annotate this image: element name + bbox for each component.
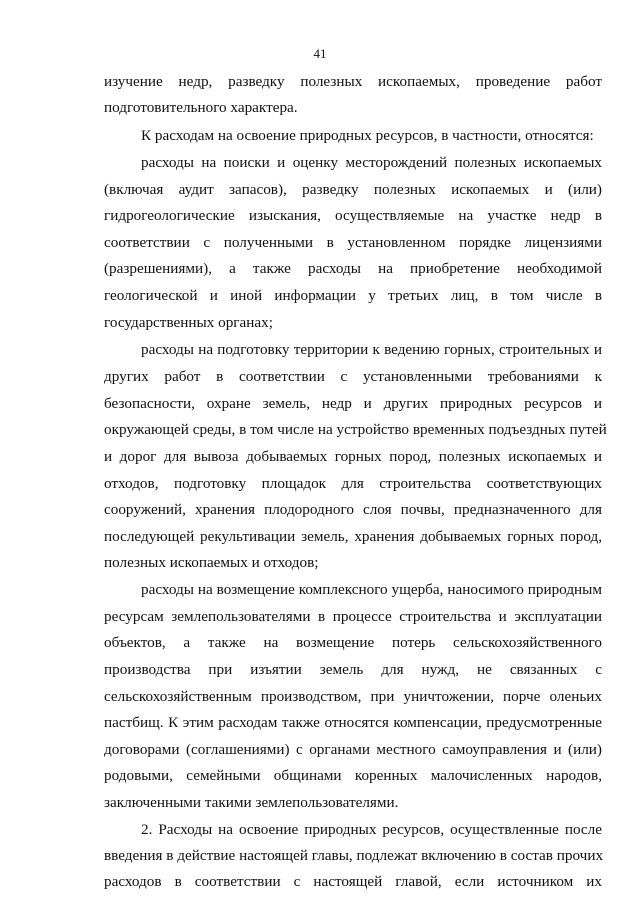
text-line: соответствии с полученными в установленном порядке лицензиями xyxy=(104,234,602,251)
text-line: полезных ископаемых и отходов; xyxy=(104,554,319,571)
text-line: безопасности, охране земель, недр и других природных ресурсов и xyxy=(104,395,602,412)
text-line: окружающей среды, в том числе на устройство временных подъездных путей xyxy=(104,421,607,438)
text-line: сооружений, хранения плодородного слоя почвы, предназначенного для xyxy=(104,501,602,518)
text-line: изучение недр, разведку полезных ископаемых, проведение работ xyxy=(104,73,602,90)
text-line: расходы на возмещение комплексного ущерба, наносимого природным xyxy=(141,581,602,598)
text-line: подготовительного характера. xyxy=(104,99,298,116)
text-line: введения в действие настоящей главы, подлежат включению в состав прочих xyxy=(104,847,604,864)
text-line: отходов, подготовку площадок для строительства соответствующих xyxy=(104,475,602,492)
text-line: государственных органах; xyxy=(104,314,273,331)
text-line: гидрогеологические изыскания, осуществляемые на участке недр в xyxy=(104,207,602,224)
text-line: объектов, а также на возмещение потерь сельскохозяйственного xyxy=(104,634,602,651)
text-line: геологической и иной информации у третьих лиц, в том числе в xyxy=(104,287,602,304)
text-line: (разрешениями), а также расходы на приобретение необходимой xyxy=(104,260,602,277)
text-line: и дорог для вывоза добываемых горных пород, полезных ископаемых и xyxy=(104,448,602,465)
text-line: последующей рекультивации земель, хранения добываемых горных пород, xyxy=(104,528,602,545)
text-line: расходы на подготовку территории к ведению горных, строительных и xyxy=(141,341,602,358)
text-line: (включая аудит запасов), разведку полезных ископаемых и (или) xyxy=(104,181,602,198)
text-line: расходов в соответствии с настоящей главой, если источником их xyxy=(104,873,602,890)
text-line: 2. Расходы на освоение природных ресурсов, осуществленные после xyxy=(141,821,602,838)
text-line: пастбищ. К этим расходам также относятся компенсации, предусмотренные xyxy=(104,714,602,731)
text-line: производства при изъятии земель для нужд, не связанных с xyxy=(104,661,602,678)
text-line: расходы на поиски и оценку месторождений полезных ископаемых xyxy=(141,154,602,171)
text-line: К расходам на освоение природных ресурсов, в частности, относятся: xyxy=(141,127,594,144)
text-line: других работ в соответствии с установленными требованиями к xyxy=(104,368,602,385)
text-line: договорами (соглашениями) с органами местного самоуправления и (или) xyxy=(104,741,602,758)
text-line: заключенными такими землепользователями. xyxy=(104,794,399,811)
text-line: сельскохозяйственным производством, при уничтожении, порче оленьих xyxy=(104,688,602,705)
text-line: родовыми, семейными общинами коренных малочисленных народов, xyxy=(104,767,602,784)
page-number: 41 xyxy=(313,46,327,61)
text-line: ресурсам землепользователями в процессе строительства и эксплуатации xyxy=(104,608,602,625)
